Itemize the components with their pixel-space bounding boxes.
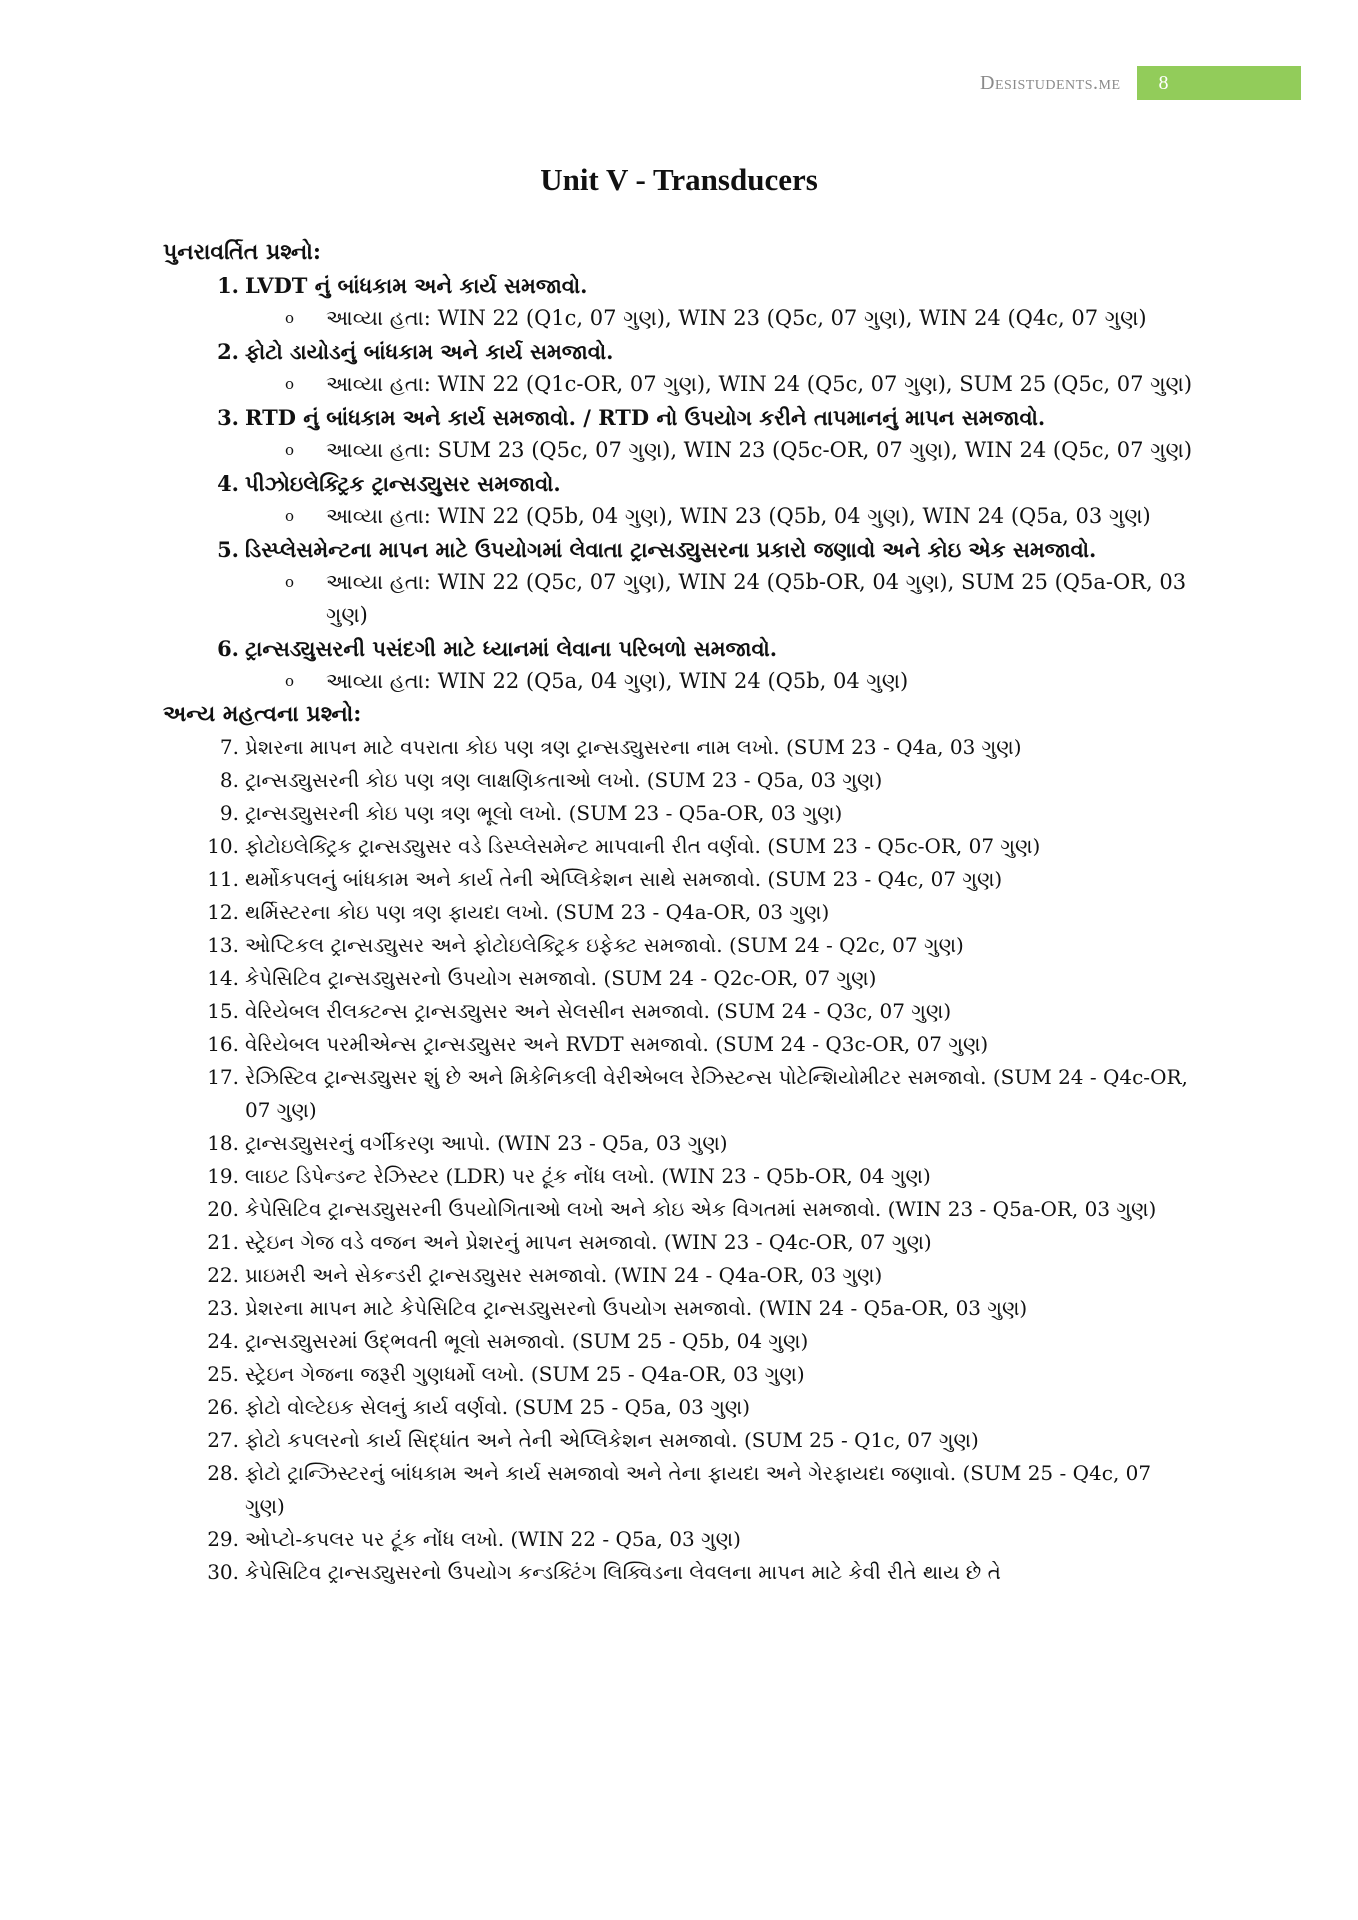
other-question-item bbox=[163, 1193, 1193, 1226]
question-number: 26. bbox=[207, 1395, 239, 1419]
other-question-item bbox=[163, 929, 1193, 962]
question-number: 22. bbox=[207, 1263, 239, 1287]
question-number: 10. bbox=[207, 834, 239, 858]
question-text: ટ્રાન્સડ્યુસરની કોઇ પણ ત્રણ લાક્ષણિકતાઓ લખો. (SUM 23 - Q5a, 03 ગુણ) bbox=[245, 768, 883, 792]
other-question-item bbox=[163, 1556, 1193, 1589]
document-body bbox=[163, 236, 1193, 1589]
question-number: 23. bbox=[207, 1296, 239, 1320]
bullet-icon: o bbox=[285, 309, 295, 327]
other-question-item bbox=[163, 1358, 1193, 1391]
question-text: વેરિયેબલ પરમીએન્સ ટ્રાન્સડ્યુસર અને RVDT સમજાવો. (SUM 24 - Q3c-OR, 07 ગુણ) bbox=[245, 1032, 989, 1056]
question-number: 5. bbox=[217, 537, 239, 562]
question-text: સ્ટ્રેઇન ગેજના જરૂરી ગુણધર્મો લખો. (SUM 25 - Q4a-OR, 03 ગુણ) bbox=[245, 1362, 805, 1386]
other-question-item bbox=[163, 1028, 1193, 1061]
other-question-item bbox=[163, 962, 1193, 995]
question-text: કેપેસિટિવ ટ્રાન્સડ્યુસરનો ઉપયોગ કન્ડક્ટિંગ લિક્વિડના લેવલના માપન માટે કેવી રીતે થાય છે તે bbox=[245, 1560, 1001, 1584]
repeated-question-item bbox=[163, 401, 1193, 434]
question-text: ઓપ્ટો-કપલર પર ટૂંક નોંધ લખો. (WIN 22 - Q5a, 03 ગુણ) bbox=[245, 1527, 741, 1551]
question-text: ટ્રાન્સડ્યુસરની પસંદગી માટે ધ્યાનમાં લેવાના પરિબળો સમજાવો. bbox=[245, 636, 778, 661]
question-text: થર્મોકપલનું બાંધકામ અને કાર્ય તેની એપ્લિકેશન સાથે સમજાવો. (SUM 23 - Q4c, 07 ગુણ) bbox=[245, 867, 1003, 891]
page-number: 8 bbox=[1137, 66, 1301, 100]
question-text: પીઝોઇલેક્ટ્રિક ટ્રાન્સડ્યુસર સમજાવો. bbox=[245, 471, 561, 496]
question-text: ડિસ્પ્લેસમેન્ટના માપન માટે ઉપયોગમાં લેવાતા ટ્રાન્સડ્યુસરના પ્રકારો જણાવો અને કોઇ એક સમજાવો. bbox=[245, 537, 1097, 562]
asked-exams: WIN 22 (Q1c-OR, 07 ગુણ), WIN 24 (Q5c, 07 ગુણ), SUM 25 (Q5c, 07 ગુણ) bbox=[437, 372, 1193, 396]
question-number: 3. bbox=[217, 405, 239, 430]
question-number: 2. bbox=[217, 339, 239, 364]
asked-prefix: આવ્યા હતા: bbox=[326, 306, 431, 330]
site-name: Desistudents.me bbox=[980, 71, 1121, 94]
question-number: 28. bbox=[207, 1461, 239, 1485]
question-text: ફોટો કપલરનો કાર્ય સિદ્ધાંત અને તેની એપ્લિકેશન સમજાવો. (SUM 25 - Q1c, 07 ગુણ) bbox=[245, 1428, 979, 1452]
question-text: પ્રેશરના માપન માટે વપરાતા કોઇ પણ ત્રણ ટ્રાન્સડ્યુસરના નામ લખો. (SUM 23 - Q4a, 03 ગુણ) bbox=[245, 735, 1022, 759]
other-question-item bbox=[163, 1259, 1193, 1292]
other-question-item bbox=[163, 995, 1193, 1028]
asked-in-line bbox=[163, 500, 1193, 533]
repeated-question-item bbox=[163, 533, 1193, 566]
question-text: ફોટોઇલેક્ટ્રિક ટ્રાન્સડ્યુસર વડે ડિસ્પ્લેસમેન્ટ માપવાની રીત વર્ણવો. (SUM 23 - Q5c-OR, 07 ગુણ) bbox=[245, 834, 1041, 858]
question-number: 8. bbox=[219, 768, 239, 792]
question-text: લાઇટ ડિપેન્ડન્ટ રેઝિસ્ટર (LDR) પર ટૂંક નોંધ લખો. (WIN 23 - Q5b-OR, 04 ગુણ) bbox=[245, 1164, 931, 1188]
question-number: 9. bbox=[219, 801, 239, 825]
other-question-item bbox=[163, 896, 1193, 929]
question-text: પ્રાઇમરી અને સેકન્ડરી ટ્રાન્સડ્યુસર સમજાવો. (WIN 24 - Q4a-OR, 03 ગુણ) bbox=[245, 1263, 883, 1287]
repeated-question-item bbox=[163, 269, 1193, 302]
asked-prefix: આવ્યા હતા: bbox=[326, 570, 431, 594]
other-question-item bbox=[163, 1424, 1193, 1457]
other-question-item bbox=[163, 1127, 1193, 1160]
question-number: 24. bbox=[207, 1329, 239, 1353]
other-question-item bbox=[163, 863, 1193, 896]
bullet-icon: o bbox=[285, 375, 295, 393]
question-text: પ્રેશરના માપન માટે કેપેસિટિવ ટ્રાન્સડ્યુસરનો ઉપયોગ સમજાવો. (WIN 24 - Q5a-OR, 03 ગુણ) bbox=[245, 1296, 1028, 1320]
page-header bbox=[980, 66, 1301, 100]
question-number: 25. bbox=[207, 1362, 239, 1386]
other-question-item bbox=[163, 1391, 1193, 1424]
page-title: Unit V - Transducers bbox=[540, 162, 818, 197]
question-number: 18. bbox=[207, 1131, 239, 1155]
asked-in-line bbox=[163, 665, 1193, 698]
asked-exams: WIN 22 (Q1c, 07 ગુણ), WIN 23 (Q5c, 07 ગુણ), WIN 24 (Q4c, 07 ગુણ) bbox=[437, 306, 1147, 330]
bullet-icon: o bbox=[285, 441, 295, 459]
question-number: 14. bbox=[207, 966, 239, 990]
other-question-item bbox=[163, 1457, 1193, 1523]
repeated-questions-heading: પુનરાવર્તિત પ્રશ્નો: bbox=[163, 239, 321, 265]
asked-in-line bbox=[163, 302, 1193, 335]
other-questions-heading: અન્ય મહત્વના પ્રશ્નો: bbox=[163, 701, 362, 727]
question-number: 15. bbox=[207, 999, 239, 1023]
other-question-item bbox=[163, 797, 1193, 830]
question-number: 20. bbox=[207, 1197, 239, 1221]
other-question-item bbox=[163, 1061, 1193, 1127]
question-text: ટ્રાન્સડ્યુસરની કોઇ પણ ત્રણ ભૂલો લખો. (SUM 23 - Q5a-OR, 03 ગુણ) bbox=[245, 801, 843, 825]
asked-prefix: આવ્યા હતા: bbox=[326, 504, 431, 528]
asked-exams: WIN 22 (Q5b, 04 ગુણ), WIN 23 (Q5b, 04 ગુણ), WIN 24 (Q5a, 03 ગુણ) bbox=[437, 504, 1151, 528]
asked-exams: SUM 23 (Q5c, 07 ગુણ), WIN 23 (Q5c-OR, 07 ગુણ), WIN 24 (Q5c, 07 ગુણ) bbox=[437, 438, 1193, 462]
other-question-item bbox=[163, 1523, 1193, 1556]
question-number: 21. bbox=[207, 1230, 239, 1254]
question-text: સ્ટ્રેઇન ગેજ વડે વજન અને પ્રેશરનું માપન સમજાવો. (WIN 23 - Q4c-OR, 07 ગુણ) bbox=[245, 1230, 932, 1254]
bullet-icon: o bbox=[285, 507, 295, 525]
question-text: થર્મિસ્ટરના કોઇ પણ ત્રણ ફાયદા લખો. (SUM 23 - Q4a-OR, 03 ગુણ) bbox=[245, 900, 830, 924]
other-question-item bbox=[163, 764, 1193, 797]
question-text: ટ્રાન્સડ્યુસરમાં ઉદ્ભવતી ભૂલો સમજાવો. (SUM 25 - Q5b, 04 ગુણ) bbox=[245, 1329, 809, 1353]
question-text: ઓપ્ટિકલ ટ્રાન્સડ્યુસર અને ફોટોઇલેક્ટ્રિક ઇફેક્ટ સમજાવો. (SUM 24 - Q2c, 07 ગુણ) bbox=[245, 933, 964, 957]
other-question-item bbox=[163, 1325, 1193, 1358]
question-text: વેરિયેબલ રીલક્ટન્સ ટ્રાન્સડ્યુસર અને સેલસીન સમજાવો. (SUM 24 - Q3c, 07 ગુણ) bbox=[245, 999, 952, 1023]
question-number: 17. bbox=[207, 1065, 239, 1089]
other-question-item bbox=[163, 1292, 1193, 1325]
question-number: 4. bbox=[217, 471, 239, 496]
question-text: LVDT નું બાંધકામ અને કાર્ય સમજાવો. bbox=[245, 273, 588, 298]
question-number: 6. bbox=[217, 636, 239, 661]
repeated-question-item bbox=[163, 467, 1193, 500]
question-number: 16. bbox=[207, 1032, 239, 1056]
asked-exams: WIN 22 (Q5c, 07 ગુણ), WIN 24 (Q5b-OR, 04 ગુણ), SUM 25 (Q5a-OR, 03 ગુણ) bbox=[326, 570, 1187, 627]
repeated-question-item bbox=[163, 632, 1193, 665]
asked-in-line bbox=[163, 368, 1193, 401]
question-number: 29. bbox=[207, 1527, 239, 1551]
other-question-item bbox=[163, 1226, 1193, 1259]
question-number: 19. bbox=[207, 1164, 239, 1188]
question-number: 30. bbox=[207, 1560, 239, 1584]
question-number: 27. bbox=[207, 1428, 239, 1452]
repeated-question-item bbox=[163, 335, 1193, 368]
asked-in-line bbox=[163, 566, 1193, 632]
question-text: ફોટો ટ્રાન્ઝિસ્ટરનું બાંધકામ અને કાર્ય સમજાવો અને તેના ફાયદા અને ગેરફાયદા જણાવો. (SUM 25 - Q4c, 07 ગુણ) bbox=[245, 1461, 1152, 1518]
asked-exams: WIN 22 (Q5a, 04 ગુણ), WIN 24 (Q5b, 04 ગુણ) bbox=[437, 669, 909, 693]
question-text: રેઝિસ્ટિવ ટ્રાન્સડ્યુસર શું છે અને મિકેનિકલી વેરીએબલ રેઝિસ્ટન્સ પોટેન્શિયોમીટર સમજાવો. (SUM 24 - Q4c-OR, 07 ગુણ) bbox=[245, 1065, 1188, 1122]
other-questions-list bbox=[163, 731, 1193, 1589]
question-text: કેપેસિટિવ ટ્રાન્સડ્યુસરની ઉપયોગિતાઓ લખો અને કોઇ એક વિગતમાં સમજાવો. (WIN 23 - Q5a-OR, 03 ગુણ) bbox=[245, 1197, 1157, 1221]
repeated-questions-list bbox=[163, 269, 1193, 698]
question-text: ટ્રાન્સડ્યુસરનું વર્ગીકરણ આપો. (WIN 23 - Q5a, 03 ગુણ) bbox=[245, 1131, 728, 1155]
bullet-icon: o bbox=[285, 672, 295, 690]
other-question-item bbox=[163, 830, 1193, 863]
other-question-item bbox=[163, 731, 1193, 764]
question-text: ફોટો વોલ્ટેઇક સેલનું કાર્ય વર્ણવો. (SUM 25 - Q5a, 03 ગુણ) bbox=[245, 1395, 751, 1419]
question-text: કેપેસિટિવ ટ્રાન્સડ્યુસરનો ઉપયોગ સમજાવો. (SUM 24 - Q2c-OR, 07 ગુણ) bbox=[245, 966, 877, 990]
question-number: 12. bbox=[207, 900, 239, 924]
asked-in-line bbox=[163, 434, 1193, 467]
question-number: 11. bbox=[207, 867, 239, 891]
asked-prefix: આવ્યા હતા: bbox=[326, 669, 431, 693]
asked-prefix: આવ્યા હતા: bbox=[326, 438, 431, 462]
question-text: ફોટો ડાયોડનું બાંધકામ અને કાર્ય સમજાવો. bbox=[245, 339, 614, 364]
question-number: 7. bbox=[219, 735, 239, 759]
question-text: RTD નું બાંધકામ અને કાર્ય સમજાવો. / RTD નો ઉપયોગ કરીને તાપમાનનું માપન સમજાવો. bbox=[245, 405, 1046, 430]
asked-prefix: આવ્યા હતા: bbox=[326, 372, 431, 396]
other-question-item bbox=[163, 1160, 1193, 1193]
question-number: 1. bbox=[217, 273, 239, 298]
question-number: 13. bbox=[207, 933, 239, 957]
bullet-icon: o bbox=[285, 573, 295, 591]
